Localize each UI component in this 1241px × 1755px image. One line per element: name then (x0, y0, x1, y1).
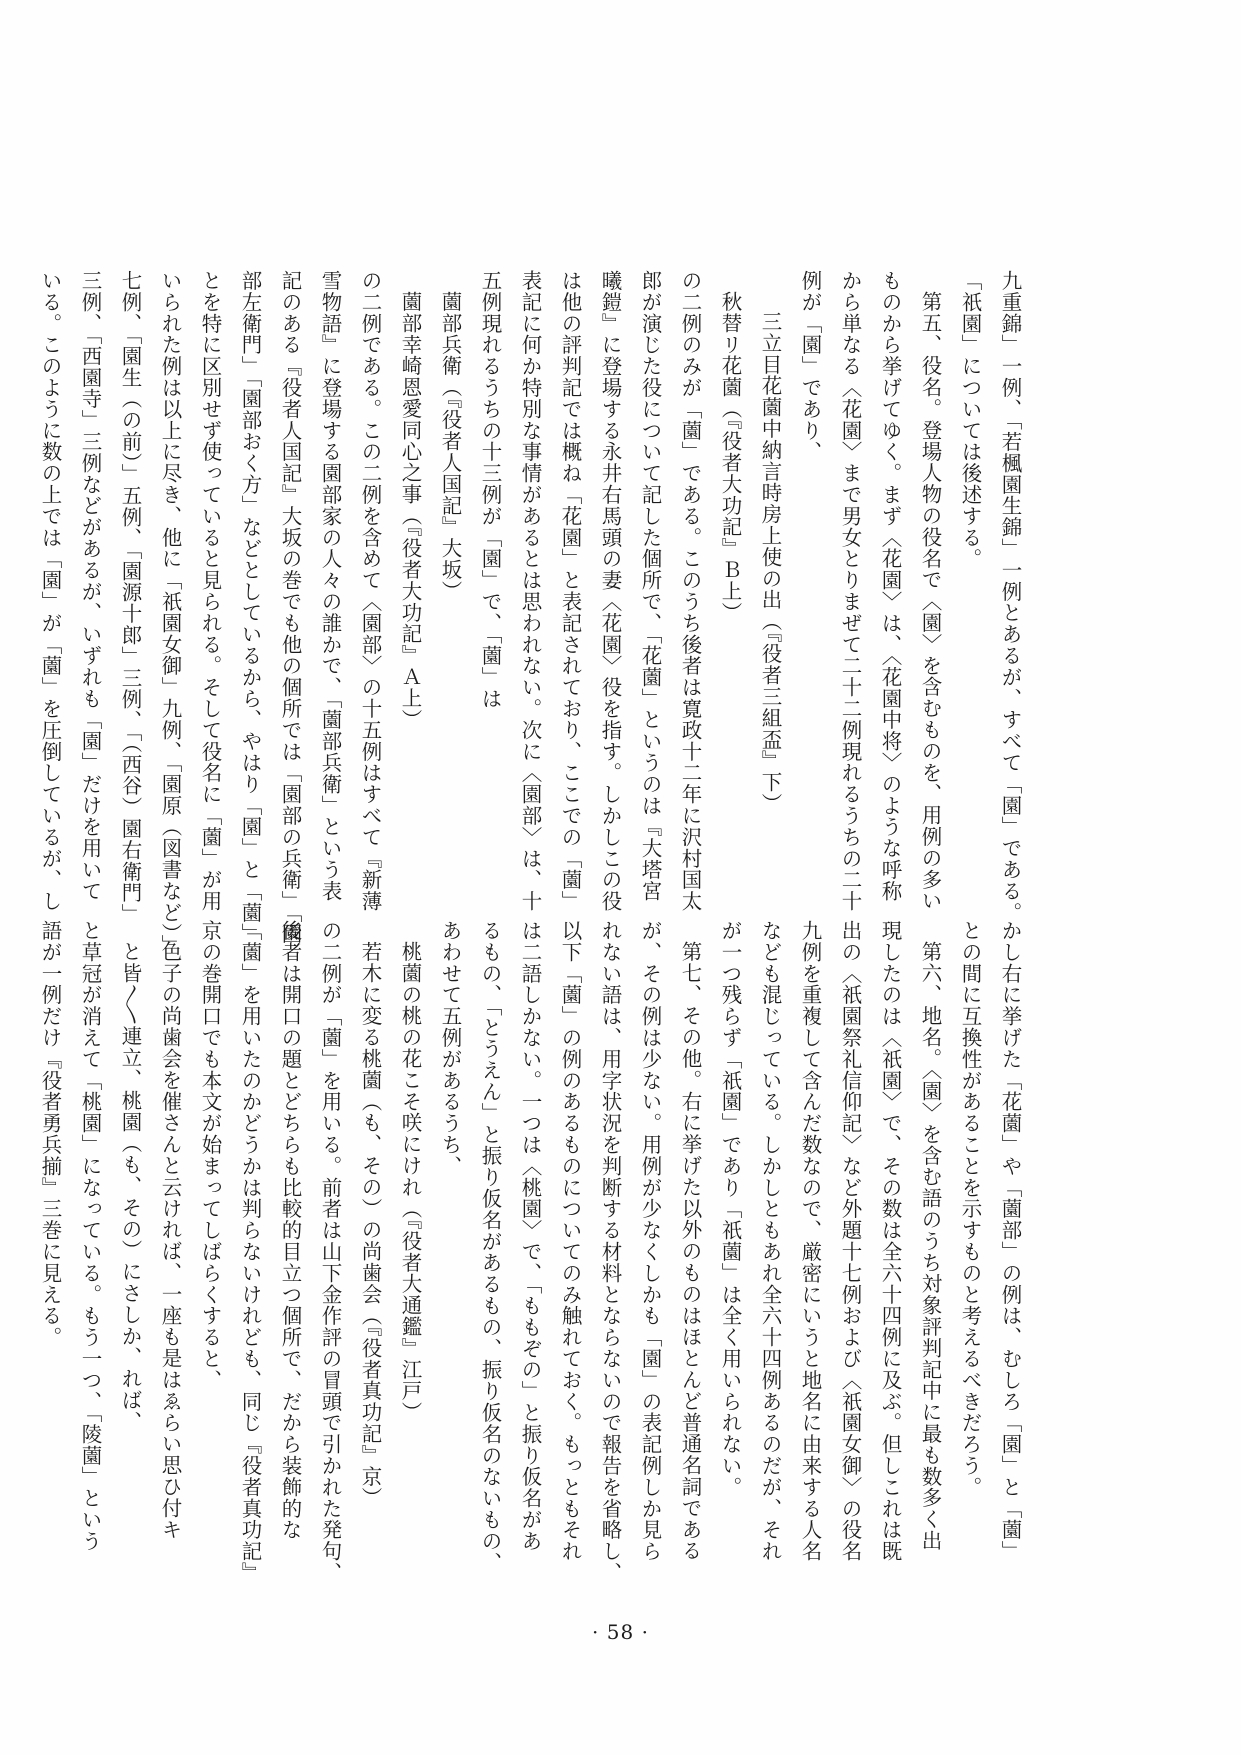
text-line: 若木に変る桃薗（も、その）の尚歯会（『役者真功記』京） (358, 940, 382, 1509)
text-line: かし右に挙げた「花薗」や「薗部」の例は、むしろ「園」と「薗」 (998, 920, 1022, 1562)
text-line: 記のある『役者人国記』大坂の巻でも他の個所では「園部の兵衛」「園 (278, 270, 302, 945)
text-line: 「薗」を用いたのかどうかは判らないけれども、同じ『役者真功記』 (238, 920, 262, 1584)
text-line: 秋替リ花薗（『役者大功記』Ｂ上） (718, 290, 742, 623)
text-line: 薗部幸崎恩愛同心之事（『役者大功記』Ａ上） (398, 290, 422, 730)
text-line: と草冠が消えて「桃園」になっている。もう一つ、「陵薗」という (78, 920, 102, 1552)
text-line: 京の巻開口でも本文が始まってしばらくすると、 (198, 920, 222, 1391)
text-line: が、その例は少ない。用例が少なくしかも「園」の表記例しか見ら (638, 920, 662, 1562)
text-line: と皆〳〵連立、桃園（も、その）にさしか、れば、 (118, 940, 142, 1432)
text-line: れない語は、用字状況を判断する材料とならないので報告を省略し、 (598, 920, 622, 1584)
text-line: 後者は開口の題とどちらも比較的目立つ個所で、だから装飾的な (278, 920, 302, 1541)
text-line: 三立目花薗中納言時房上使の出（『役者三組盃』下） (758, 311, 782, 815)
text-line: 以下「薗」の例のあるものについてのみ触れておく。もっともそれ (558, 920, 582, 1562)
text-line: ものから挙げてゆく。まず〈花園〉は、〈花園中将〉のような呼称 (878, 270, 902, 902)
text-line: 表記に何か特別な事情があるとは思われない。次に〈園部〉は、十 (518, 270, 542, 912)
text-line: 例が「園」であり、 (798, 270, 822, 463)
text-line: の二例のみが「薗」である。このうち後者は寛政十二年に沢村国太 (678, 270, 702, 912)
text-line: 薗部兵衛（『役者人国記』大坂） (438, 290, 462, 602)
text-line: から単なる〈花園〉まで男女とりまぜて二十二例現れるうちの二十 (838, 270, 862, 912)
text-line: の二例である。この二例を含めて〈園部〉の十五例はすべて『新薄 (358, 270, 382, 912)
text-line: 第五、役名。登場人物の役名で〈園〉を含むものを、用例の多い (918, 290, 942, 912)
text-line: いる。このように数の上では「園」が「薗」を圧倒しているが、し (38, 270, 62, 912)
text-line: るもの、「とうえん」と振り仮名があるもの、振り仮名のないもの、 (478, 920, 502, 1574)
text-line: 語が一例だけ『役者勇兵揃』三巻に見える。 (38, 920, 62, 1348)
text-line: 現したのは〈祇園〉で、その数は全六十四例に及ぶ。但しこれは既 (878, 920, 902, 1562)
text-line: 九例を重複して含んだ数なので、厳密にいうと地名に由来する人名 (798, 920, 822, 1562)
text-line: 第七、その他。右に挙げた以外のものはほとんど普通名詞である (678, 940, 702, 1562)
upper-text-block (38, 270, 1030, 956)
text-line: が一つ残らず「祇園」であり「祇薗」は全く用いられない。 (718, 920, 742, 1498)
text-line: 九重錦」一例、「若楓園生錦」一例とあるが、すべて「園」である。 (998, 270, 1022, 924)
text-line: 郎が演じた役について記した個所で、「花薗」というのは『大塔宮 (638, 270, 662, 902)
text-line: 七例、「園生（の前）」五例、「園源十郎」三例、「（西谷）園右衛門」 (118, 270, 142, 925)
text-line: の二例が「薗」を用いる。前者は山下金作評の冒頭で引かれた発句、 (318, 920, 342, 1584)
text-line: は二語しかない。一つは〈桃園〉で、「ももぞの」と振り仮名があ (518, 920, 542, 1552)
text-line: 「祇園」については後述する。 (958, 270, 982, 570)
text-line: 第六、地名。〈園〉を含む語のうち対象評判記中に最も数多く出 (918, 940, 942, 1551)
text-line: 部左衛門」「園部おく方」などとしているから、やはり「園」と「薗」 (238, 270, 262, 945)
lower-text-block (38, 920, 1030, 1584)
text-line: 五例現れるうちの十三例が「園」で、「薗」は (478, 270, 502, 710)
text-line: なども混じっている。しかしともあれ全六十四例あるのだが、それ (758, 920, 782, 1562)
text-line: との間に互換性があることを示すものと考えるべきだろう。 (958, 920, 982, 1498)
text-line: 出の〈祇園祭礼信仰記〉など外題十七例および〈祇園女御〉の役名 (838, 920, 862, 1562)
page-number: · 58 · (592, 1620, 649, 1644)
text-line: 三例、「西園寺」三例などがあるが、いずれも「園」だけを用いて (78, 270, 102, 902)
text-line: は他の評判記では概ね「花園」と表記されており、ここでの「薗」 (558, 270, 582, 912)
text-line: 曦鎧』に登場する永井右馬頭の妻〈花園〉役を指す。しかしこの役 (598, 270, 622, 912)
text-line: とを特に区別せず使っていると見られる。そして役名に「薗」が用 (198, 270, 222, 912)
text-line: 桃薗の桃の花こそ咲にけれ（『役者大通鑑』江戸） (398, 940, 422, 1423)
text-line: あわせて五例があるうち、 (438, 920, 462, 1177)
text-line: いられた例は以上に尽き、他に「祇園女御」九例、「園原（図書など）」 (158, 270, 182, 956)
text-line: 色子の尚歯会を催さんと云ければ、一座も是はゑらい思ひ付キ (158, 940, 182, 1540)
text-line: 雪物語』に登場する園部家の人々の誰かで、「薗部兵衛」という表 (318, 270, 342, 902)
